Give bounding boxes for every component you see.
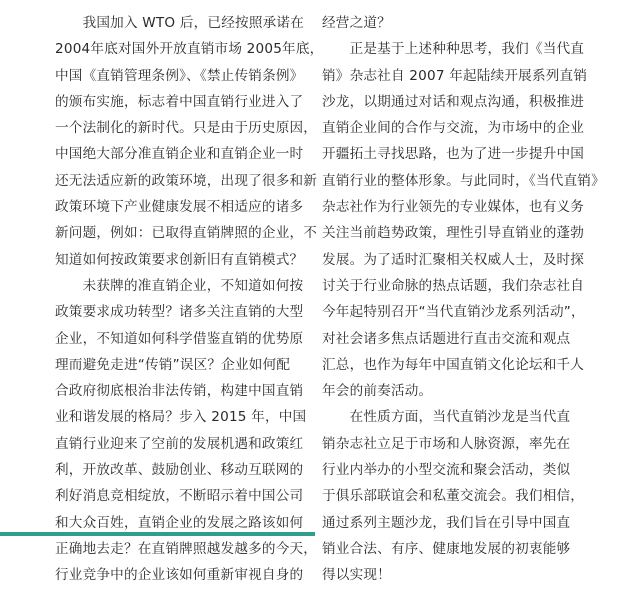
text-line: 直销企业间的合作与交流，为市场中的企业 [322,120,585,137]
text-line: 业和谐发展的格局？步入 2015 年，中国 [55,409,307,426]
text-line: 的颁布实施，标志着中国直销行业进入了 [55,93,304,110]
text-line: 一个法制化的新时代。只是由于历史原因， [55,120,318,137]
text-line: 得以实现！ [322,567,391,584]
text-line: 行业竞争中的企业该如何重新审视自身的 [55,567,304,584]
right-text-column [322,10,605,589]
text-line: 企业，不知道如何科学借鉴直销的优势原 [55,330,304,347]
bottom-accent-bar [0,532,315,536]
text-line: 中国《直销管理条例》、《禁止传销条例》 [55,67,304,84]
text-line: 未获牌的准直销企业，不知道如何按 [55,277,304,294]
text-line: 销业合法、有序、健康地发展的初衷能够 [322,540,571,557]
text-line: 发展。为了适时汇聚相关权威人士，及时探 [322,251,585,268]
text-line: 沙龙，以期通过对话和观点沟通，积极推进 [322,93,585,110]
text-line: 利好消息竞相绽放，不断昭示着中国公司 [55,488,304,505]
text-line: 对社会诸多焦点话题进行直击交流和观点 [322,330,571,347]
text-line: 中国绝大部分准直销企业和直销企业一时 [55,146,304,163]
text-line: 关注当前趋势政策，理性引导直销业的蓬勃 [322,225,585,242]
text-line: 销》杂志社自 2007 年起陆续开展系列直销 [322,67,588,84]
text-line: 还无法适应新的政策环境，出现了很多和新 [55,172,318,189]
text-line: 直销行业的整体形象。与此同时，《当代直销》 [322,172,605,189]
text-line: 行业内举办的小型交流和聚会活动，类似 [322,462,571,479]
text-line: 通过系列主题沙龙，我们旨在引导中国直 [322,514,571,531]
text-line: 于俱乐部联谊会和私董交流会。我们相信， [322,488,585,505]
text-line: 理而避免走进“传销”误区？企业如何配 [55,356,291,373]
text-line: 新问题，例如：已取得直销牌照的企业，不 [55,225,318,242]
text-line: 汇总，也作为每年中国直销文化论坛和千人 [322,356,585,373]
text-line: 我国加入 WTO 后，已经按照承诺在 [55,15,304,31]
text-line: 开疆拓土寻找思路，也为了进一步提升中国 [322,146,585,163]
text-line: 杂志社作为行业领先的专业媒体，也有义务 [322,199,585,216]
text-line: 在性质方面，当代直销沙龙是当代直 [322,409,571,426]
text-line: 正是基于上述种种思考，我们《当代直 [322,41,585,58]
text-line: 合政府彻底根治非法传销，构建中国直销 [55,383,304,400]
text-line: 销杂志社立足于市场和人脉资源，率先在 [322,435,571,452]
text-line: 讨关于行业命脉的热点话题，我们杂志社自 [322,277,585,294]
text-line: 政策环境下产业健康发展不相适应的诸多 [55,199,304,216]
text-line: 和大众百姓，直销企业的发展之路该如何 [55,514,304,531]
text-line: 直销行业迎来了空前的发展机遇和政策红 [55,435,304,452]
text-line: 政策要求成功转型？诸多关注直销的大型 [55,304,304,321]
text-line: 正确地去走？在直销牌照越发越多的今天， [55,540,318,557]
text-line: 今年起特别召开“当代直销沙龙系列活动”， [322,304,585,321]
left-text-column [55,10,324,589]
text-line: 知道如何按政策要求创新旧有直销模式？ [55,251,304,268]
text-line: 2004年底对国外开放直销市场 2005年底， [55,41,324,58]
text-line: 年会的前奏活动。 [322,383,433,400]
text-line: 利，开放改革、鼓励创业、移动互联网的 [55,462,304,479]
text-line: 经营之道？ [322,15,391,31]
